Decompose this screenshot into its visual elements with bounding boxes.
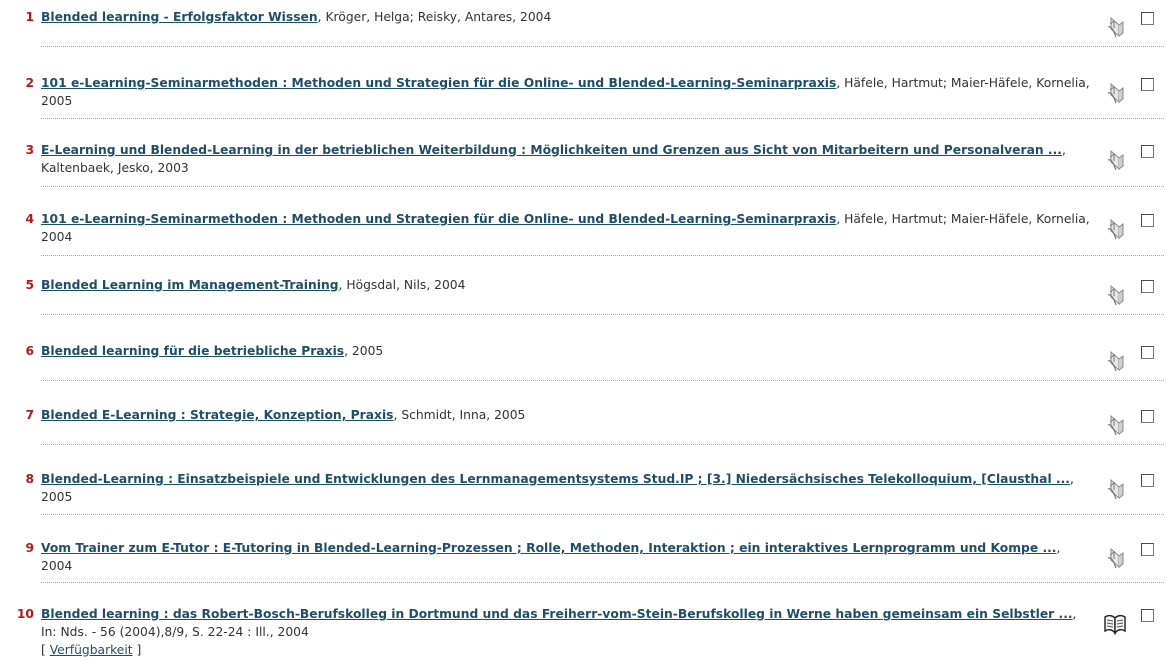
result-text — [41, 605, 1091, 659]
result-text — [41, 539, 1091, 575]
result-title-link[interactable]: Blended-Learning : Einsatzbeispiele und Entwicklungen des Lernmanagementsystems Stud.IP ; [3.] Niedersächsisches Telekolloquium, [Clausthal ... — [41, 472, 1070, 486]
select-checkbox[interactable] — [1141, 78, 1154, 91]
select-checkbox[interactable] — [1141, 543, 1154, 556]
select-checkbox[interactable] — [1141, 214, 1154, 227]
open-book-icon[interactable] — [1102, 611, 1128, 637]
result-number: 3 — [25, 143, 34, 157]
result-text — [41, 210, 1091, 246]
book-grey-icon[interactable] — [1102, 545, 1128, 571]
result-meta: , Högsdal, Nils, 2004 — [338, 278, 466, 292]
result-text — [41, 276, 1091, 294]
result-text — [41, 342, 1091, 360]
row-divider — [41, 314, 1164, 315]
result-title-link[interactable]: Blended learning : das Robert-Bosch-Berufskolleg in Dortmund und das Freiherr-vom-Stein-Berufskolleg in Werne haben gemeinsam ein Selbstler ... — [41, 607, 1073, 621]
result-meta: , Häfele, Hartmut; Maier-Häfele, Kornelia, 2004 — [41, 212, 1090, 244]
book-grey-icon[interactable] — [1102, 476, 1128, 502]
result-number: 5 — [25, 278, 34, 292]
result-title-link[interactable]: E-Learning und Blended-Learning in der betrieblichen Weiterbildung : Möglichkeiten und Grenzen aus Sicht von Mitarbeitern und Personalveran ... — [41, 143, 1062, 157]
row-divider — [41, 118, 1164, 119]
select-checkbox[interactable] — [1141, 474, 1154, 487]
result-text — [41, 141, 1091, 177]
result-title-link[interactable]: Blended learning für die betriebliche Praxis — [41, 344, 345, 358]
result-number: 8 — [25, 472, 34, 486]
select-checkbox[interactable] — [1141, 145, 1154, 158]
result-meta: , Häfele, Hartmut; Maier-Häfele, Kornelia, 2005 — [41, 76, 1090, 108]
result-number: 10 — [16, 607, 34, 621]
result-text — [41, 74, 1091, 110]
row-divider — [41, 255, 1164, 256]
result-number: 9 — [25, 541, 34, 555]
result-number: 7 — [25, 408, 34, 422]
select-checkbox[interactable] — [1141, 12, 1154, 25]
result-title-link[interactable]: 101 e-Learning-Seminarmethoden : Methoden und Strategien für die Online- und Blended-Learning-Seminarpraxis — [41, 76, 837, 90]
result-number: 6 — [25, 344, 34, 358]
book-grey-icon[interactable] — [1102, 282, 1128, 308]
select-checkbox[interactable] — [1141, 609, 1154, 622]
result-meta: , Kröger, Helga; Reisky, Antares, 2004 — [317, 10, 552, 24]
book-grey-icon[interactable] — [1102, 80, 1128, 106]
result-text — [41, 406, 1091, 424]
book-grey-icon[interactable] — [1102, 147, 1128, 173]
row-divider — [41, 582, 1164, 583]
result-meta: , 2005 — [41, 472, 1074, 504]
book-grey-icon[interactable] — [1102, 412, 1128, 438]
result-title-link[interactable]: 101 e-Learning-Seminarmethoden : Methoden und Strategien für die Online- und Blended-Learning-Seminarpraxis — [41, 212, 837, 226]
result-title-link[interactable]: Blended learning - Erfolgsfaktor Wissen — [41, 10, 318, 24]
row-divider — [41, 444, 1164, 445]
result-text — [41, 470, 1091, 506]
result-number: 1 — [25, 10, 34, 24]
result-number: 2 — [25, 76, 34, 90]
result-title-link[interactable]: Blended Learning im Management-Training — [41, 278, 339, 292]
result-meta: , Schmidt, Inna, 2005 — [393, 408, 526, 422]
availability-bracket-close: ] — [132, 643, 142, 657]
row-divider — [41, 186, 1164, 187]
book-grey-icon[interactable] — [1102, 348, 1128, 374]
result-meta: , In: Nds. - 56 (2004),8/9, S. 22-24 : Ill., 2004 — [41, 607, 1077, 639]
select-checkbox[interactable] — [1141, 410, 1154, 423]
result-text — [41, 8, 1091, 26]
result-meta: , 2004 — [41, 541, 1061, 573]
availability — [41, 641, 1091, 659]
result-title-link[interactable]: Blended E-Learning : Strategie, Konzeption, Praxis — [41, 408, 394, 422]
book-grey-icon[interactable] — [1102, 216, 1128, 242]
row-divider — [41, 380, 1164, 381]
row-divider — [41, 514, 1164, 515]
select-checkbox[interactable] — [1141, 346, 1154, 359]
row-divider — [41, 46, 1164, 47]
availability-link[interactable]: Verfügbarkeit — [49, 643, 133, 657]
result-number: 4 — [25, 212, 34, 226]
availability-bracket-open: [ — [41, 643, 50, 657]
result-meta: , Kaltenbaek, Jesko, 2003 — [41, 143, 1066, 175]
book-grey-icon[interactable] — [1102, 14, 1128, 40]
result-title-link[interactable]: Vom Trainer zum E-Tutor : E-Tutoring in Blended-Learning-Prozessen ; Rolle, Methoden, Interaktion ; ein interaktives Lernprogramm und Kompe ... — [41, 541, 1057, 555]
select-checkbox[interactable] — [1141, 280, 1154, 293]
result-meta: , 2005 — [344, 344, 384, 358]
